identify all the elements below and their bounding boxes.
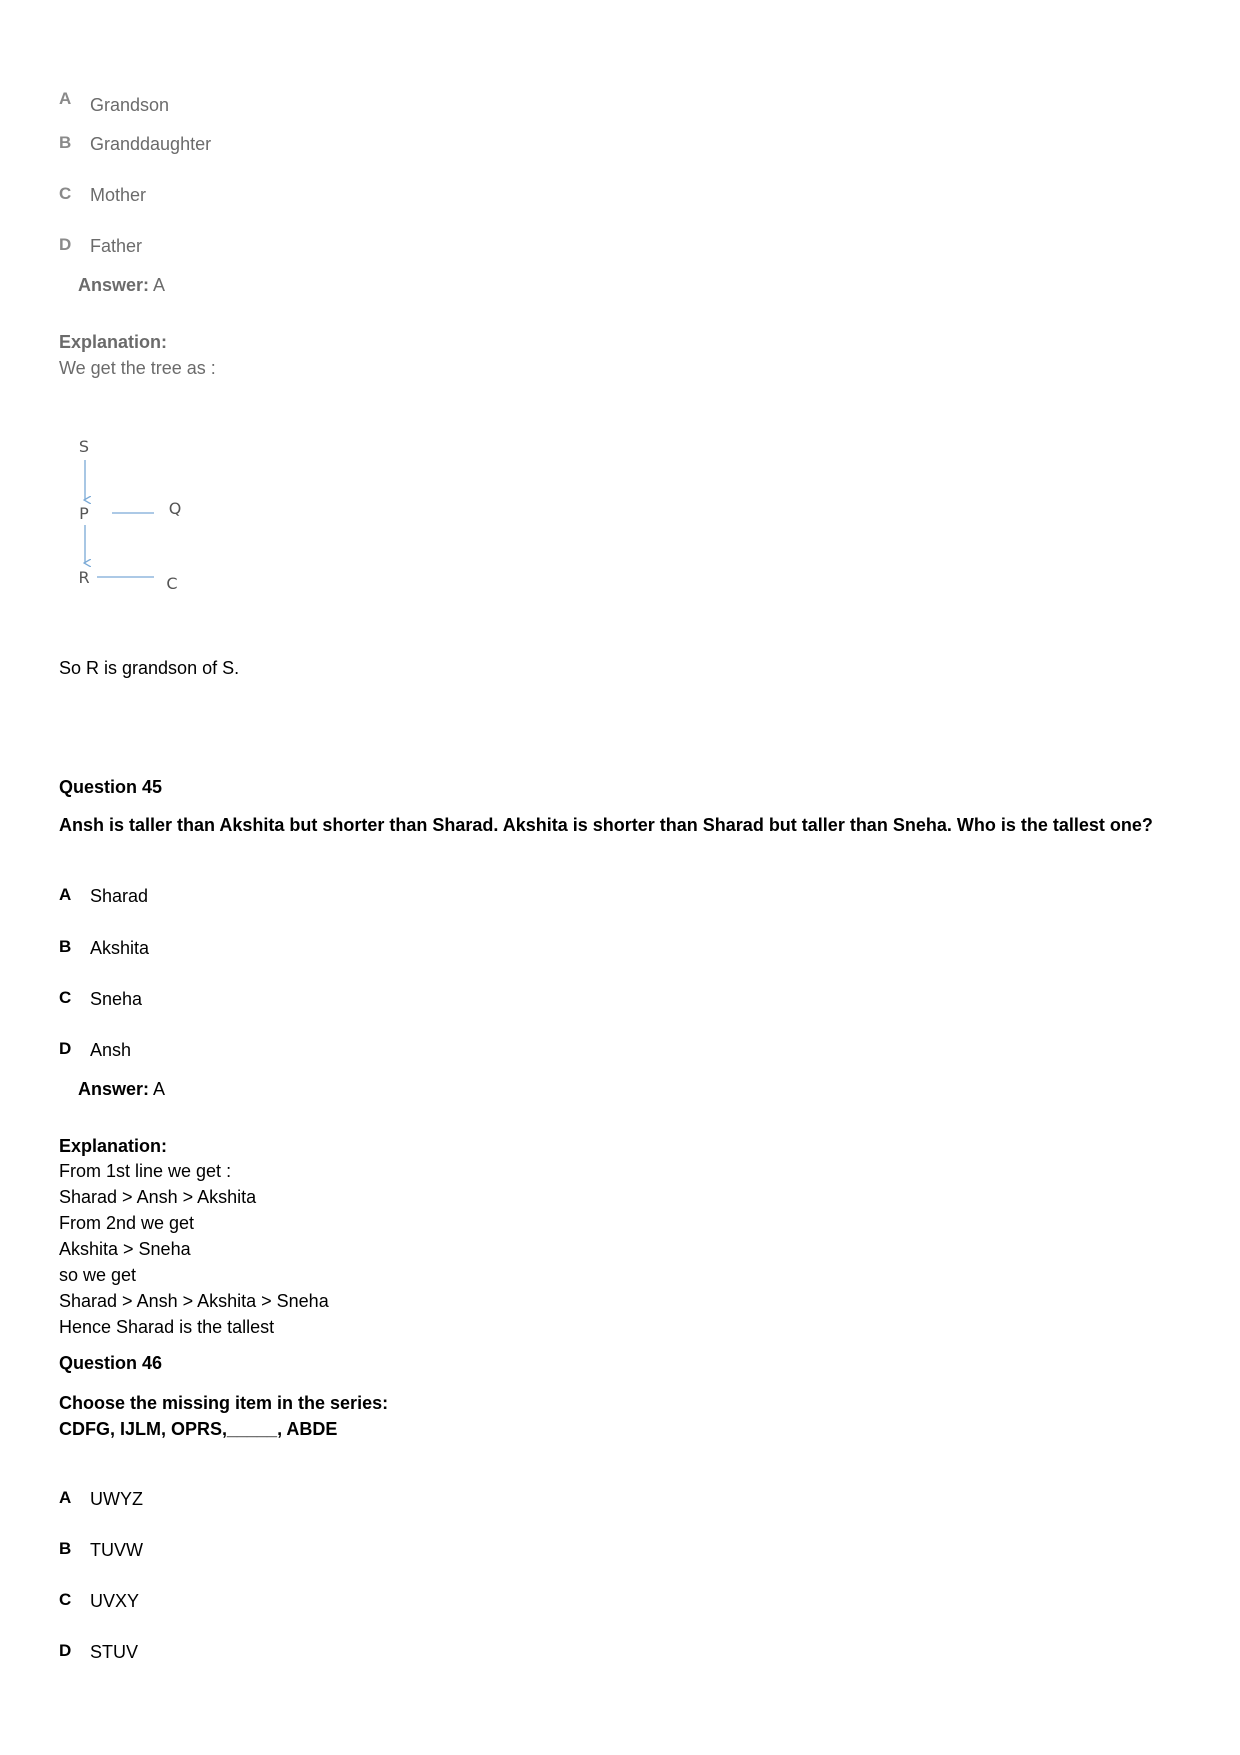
- q45-explanation-line: Hence Sharad is the tallest: [59, 1317, 275, 1337]
- q46-option-d-letter: D: [59, 1641, 72, 1660]
- q44-option-c-letter: C: [59, 184, 72, 203]
- q45-explanation-line: Sharad > Ansh > Akshita: [59, 1187, 257, 1207]
- q44-explanation-label: Explanation:: [59, 332, 168, 352]
- q46-option-a-text: UWYZ: [90, 1489, 143, 1509]
- q44-option-a-letter: A: [59, 89, 72, 108]
- q45-option-d-text: Ansh: [90, 1040, 132, 1060]
- q45-answer-label: Answer:: [78, 1079, 150, 1099]
- q46-title: Question 46: [59, 1353, 163, 1373]
- q44-option-a-text: Grandson: [90, 95, 170, 115]
- q45-option-b-letter: B: [59, 937, 72, 956]
- q44-answer: [78, 274, 165, 296]
- q45-option-a-text: Sharad: [90, 886, 149, 906]
- q45-explanation-line: From 2nd we get: [59, 1213, 195, 1233]
- q45-explanation-label: Explanation:: [59, 1136, 168, 1156]
- q45-explanation-body: [59, 1158, 329, 1340]
- q45-option-c-letter: C: [59, 988, 72, 1007]
- q45-explanation-line: Sharad > Ansh > Akshita > Sneha: [59, 1291, 329, 1311]
- q45-option-c-text: Sneha: [90, 989, 143, 1009]
- q46-option-c-text: UVXY: [90, 1591, 140, 1611]
- tree-node-p: P: [79, 504, 89, 523]
- q44-explanation-intro: We get the tree as :: [59, 358, 216, 378]
- q44-option-b-letter: B: [59, 133, 72, 152]
- q45-answer: [78, 1078, 165, 1100]
- q45-explanation-line: Akshita > Sneha: [59, 1239, 191, 1259]
- q44-conclusion: So R is grandson of S.: [59, 658, 240, 678]
- q45-explanation-line: From 1st line we get :: [59, 1161, 232, 1181]
- q44-option-d-letter: D: [59, 235, 72, 254]
- q44-answer-value: A: [153, 275, 166, 295]
- tree-node-r: R: [78, 568, 90, 587]
- q46-option-c-letter: C: [59, 1590, 72, 1609]
- q46-option-b-letter: B: [59, 1539, 72, 1558]
- tree-node-c: C: [166, 574, 178, 593]
- q45-explanation-line: so we get: [59, 1265, 137, 1285]
- family-tree-diagram: [60, 425, 220, 600]
- q45-option-b-text: Akshita: [90, 938, 150, 958]
- q46-option-a-letter: A: [59, 1488, 72, 1507]
- q45-question: Ansh is taller than Akshita but shorter than Sharad. Akshita is shorter than Sharad but taller than Sneha. Who is the tallest one?: [59, 815, 1153, 835]
- q45-title: Question 45: [59, 777, 163, 797]
- tree-node-s: S: [78, 437, 90, 456]
- q45-option-a-letter: A: [59, 885, 72, 904]
- q45-answer-value: A: [153, 1079, 166, 1099]
- q44-option-d-text: Father: [90, 236, 143, 256]
- q45-option-d-letter: D: [59, 1039, 72, 1058]
- q46-option-b-text: TUVW: [90, 1540, 143, 1560]
- q46-option-d-text: STUV: [90, 1642, 139, 1662]
- q44-answer-label: Answer:: [78, 275, 150, 295]
- q44-option-b-text: Granddaughter: [90, 134, 212, 154]
- q46-question-line2: CDFG, IJLM, OPRS,_____, ABDE: [59, 1419, 338, 1439]
- tree-node-q: Q: [168, 499, 182, 518]
- q46-question-line1: Choose the missing item in the series:: [59, 1393, 389, 1413]
- q44-option-c-text: Mother: [90, 185, 147, 205]
